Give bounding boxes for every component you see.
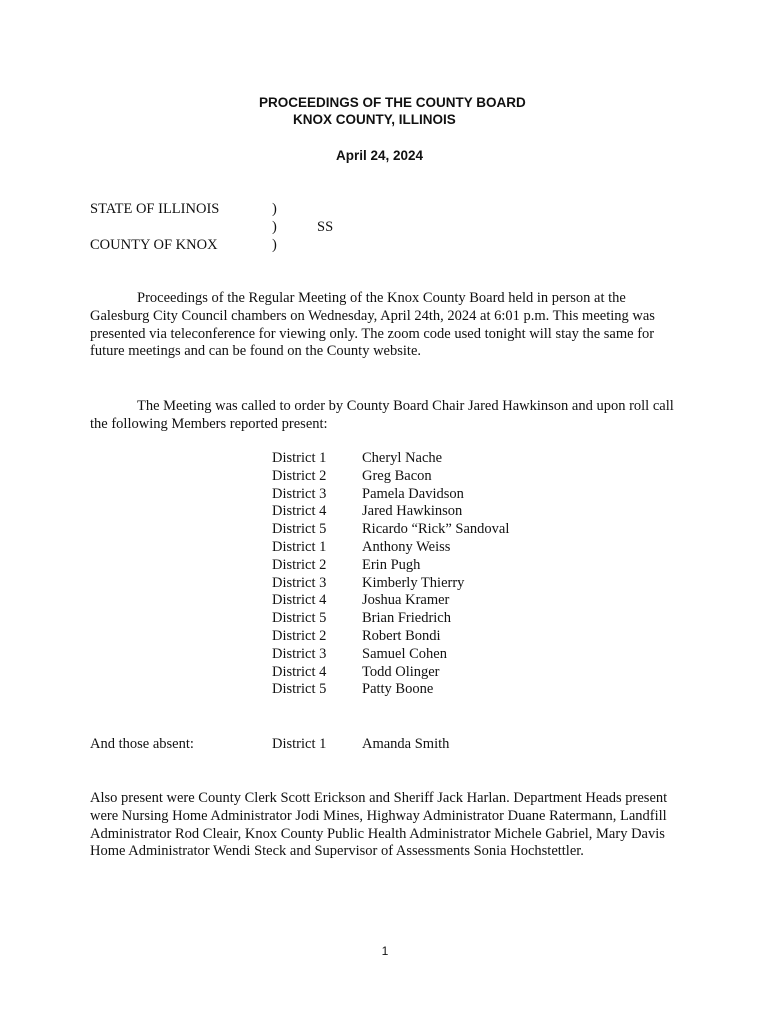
absent-district: District 1 — [272, 736, 327, 752]
caption-paren: ) — [272, 201, 277, 217]
member-district: District 2 — [272, 627, 327, 644]
member-row — [272, 486, 509, 504]
member-row — [272, 681, 509, 699]
member-name: Todd Olinger — [362, 663, 440, 680]
caption-county: COUNTY OF KNOX — [90, 237, 218, 253]
member-district: District 3 — [272, 574, 327, 591]
member-name: Patty Boone — [362, 681, 434, 698]
member-row — [272, 503, 509, 521]
member-name: Pamela Davidson — [362, 485, 464, 502]
member-name: Cheryl Nache — [362, 450, 443, 466]
member-row — [272, 664, 509, 682]
member-name: Greg Bacon — [362, 467, 432, 484]
member-district: District 5 — [272, 610, 327, 627]
member-district: District 2 — [272, 556, 327, 573]
meeting-date: April 24, 2024 — [336, 148, 424, 163]
also-present-paragraph: Also present were County Clerk Scott Erickson and Sheriff Jack Harlan. Department Heads present were Nursing Home Administrator Jodi Mines, Highway Administrator Duane Ratermann, Landfill Administrator Rod Cleair, Knox County Public Health Administrator Michele Gabriel, Mary Davis Home Administrator Wendi Steck and Supervisor of Assessments Sonia Hochstettler. — [90, 790, 668, 860]
member-row — [272, 450, 509, 468]
member-district: District 5 — [272, 681, 327, 698]
member-district: District 3 — [272, 645, 327, 662]
document-subtitle: KNOX COUNTY, ILLINOIS — [293, 112, 456, 127]
absent-member-name: Amanda Smith — [362, 736, 450, 752]
member-district: District 5 — [272, 521, 327, 538]
caption-paren: ) — [272, 237, 277, 253]
member-row — [272, 539, 509, 557]
caption-paren: ) — [272, 219, 277, 235]
member-name: Joshua Kramer — [362, 592, 450, 609]
member-row — [272, 610, 509, 628]
roll-call-paragraph: The Meeting was called to order by County Board Chair Jared Hawkinson and upon roll call the following Members reported present: — [90, 398, 674, 432]
member-name: Samuel Cohen — [362, 645, 447, 662]
members-present-list — [272, 450, 509, 699]
member-name: Jared Hawkinson — [362, 503, 463, 520]
member-row — [272, 628, 509, 646]
member-row — [272, 575, 509, 593]
intro-paragraph: Proceedings of the Regular Meeting of the Knox County Board held in person at the Galesburg City Council chambers on Wednesday, April 24th, 2024 at 6:01 p.m. This meeting was presented via teleconference for viewing only. The zoom code used tonight will stay the same for future meetings and can be found on the County website. — [90, 290, 655, 360]
member-district: District 3 — [272, 485, 327, 502]
member-row — [272, 646, 509, 664]
member-district: District 2 — [272, 467, 327, 484]
caption-state: STATE OF ILLINOIS — [90, 201, 220, 217]
member-name: Ricardo “Rick” Sandoval — [362, 521, 510, 538]
member-name: Erin Pugh — [362, 556, 421, 573]
member-row — [272, 521, 509, 539]
absent-label: And those absent: — [90, 736, 194, 752]
member-name: Anthony Weiss — [362, 538, 451, 555]
page-number: 1 — [381, 944, 389, 958]
caption-ss: SS — [317, 219, 334, 235]
member-district: District 4 — [272, 503, 327, 520]
member-district: District 1 — [272, 538, 327, 555]
member-name: Brian Friedrich — [362, 610, 451, 627]
member-district: District 4 — [272, 663, 327, 680]
document-title: PROCEEDINGS OF THE COUNTY BOARD — [259, 95, 526, 110]
member-district: District 1 — [272, 450, 327, 466]
member-row — [272, 592, 509, 610]
member-name: Robert Bondi — [362, 627, 441, 644]
member-district: District 4 — [272, 592, 327, 609]
member-name: Kimberly Thierry — [362, 574, 465, 591]
member-row — [272, 468, 509, 486]
member-row — [272, 557, 509, 575]
